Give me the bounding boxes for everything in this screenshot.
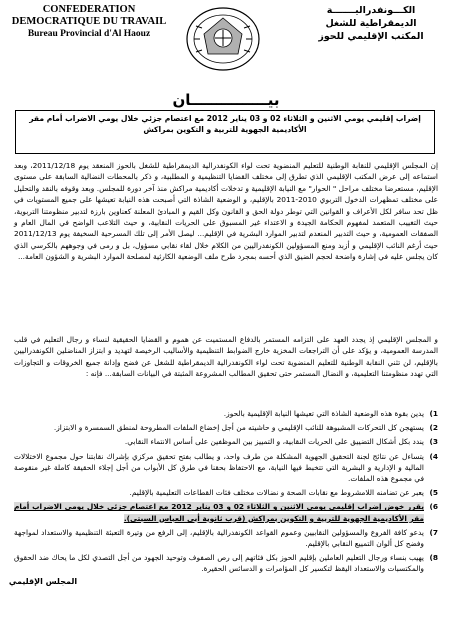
second-paragraph: و المجلس الإقليمي إذ يجدد العهد على التزامه المستمر بالدفاع المستميت عن هموم و القضايا الحقيقية لنساء و رجال التعليم في قلب المدرسة العمومية، و يؤكد على أن التراجعات المخزية خارج الضوابط التنظيمية والأساليب الرخيصة لتهديد و ابتزاز المناضلين الكونفدراليين بالإقليم، لن تثني النقابة الوطنية للتعليم المنضوية تحت لواء الكونفدرالية الديمقراطية للشغل عن فضح وإدانة جميع الخروقات و التجاوزات التي تهدد منظومتنا التعليمية، و النضال المستمر حتى تحقيق المطالب المشروعة المثبتة في البيانات السابقة... فإنه : (14, 335, 438, 379)
list-number: 8) (429, 553, 438, 563)
list-text: يدعو كافة الفروع والمسؤولين النقابيين وعموم القواعد الكونفدرالية بالإقليم، إلى الرفع من وتيرة التعبئة التنظيمية والاستعداد لمواجهة وفضح كل ألوان التمييع النقابي بالإقليم. (14, 527, 424, 549)
list-text-highlighted: يقرر خوض إضراب إقليمي يومي الاثنين و الثلاثاء 02 و 03 يناير 2012 مع اعتصام جزئي خلال يومي الاضراب أمام مقر الأكاديمية الجهوية للتربية و التكوين بمراكش (قرب ثانوية أبي العباس السبتي). (14, 502, 424, 523)
list-number: 1) (429, 409, 438, 418)
headline-box: إضراب إقليمي يومي الاثنين و الثلاثاء 02 و 03 يناير 2012 مع اعتصام جزئي خلال يومي الاضراب أمام مقر الأكاديمية الجهوية للتربية و التكوين بمراكش (15, 110, 435, 154)
list-text: يستهجن كل التحركات المشبوهة للنائب الإقليمي و حاشيته من أجل إخضاع الملفات المطروحة لمنطق السمسرة و الابتزاز. (53, 423, 424, 433)
list-number: 7) (429, 527, 438, 537)
list-text: يدين بقوة هذه الوضعية الشاذة التي تعيشها النيابة الإقليمية بالحوز. (223, 409, 424, 418)
document-title: بيـــــــــــــــان (172, 91, 280, 109)
list-item (14, 422, 438, 433)
list-item (14, 552, 438, 574)
intro-paragraph: إن المجلس الإقليمي للنقابة الوطنية للتعليم المنضوية تحت لواء الكونفدرالية الديمقراطية للشغل بالحوز المنعقد يوم 2011/12/18، وبعد استماعه إلى عرض المكتب الإقليمي الذي تطرق إلى مختلف القضايا التنظيمية و المطلبية، و ذكر بالمحطات النضالية السابقة على مستوى الإقليم، مستعرضا مختلف مراحل " الحوار" مع النيابة الإقليمية و تدخلات أكاديمية مراكش منذ آخر دورة للمجلس. وبعد وقوفه بالنقد والتحليل على مختلف تمظهرات الدخول التربوي 2010-2011 بالإقليم، و الوضعية الشاذة التي أصبحت هذه النيابة تعيشها على جميع المستويات في ظل تحد سافر لكل الأعراف و القوانين التي توطر دولة الحق و القانون وكل القيم و المبادئ المعلنة كعناوين بارزة لتدبير منظومتنا التربوية، حيث التغييب المتعمد لمفهوم الحكامة الجيدة و الاعتداء غير المسبوق على الحريات النقابية، و حيث التلاعب الواضح في المال العام و الصفقات العمومية، و حيث التدبير المنعدم لتدبير الموارد البشرية في الإقليم... ليصل الأمر إلى تلك المسرحية السخيفة يوم 2011/12/13 حيث أرغم النائب الإقليمي و أزبد ومنع المسؤولين الكونفدراليين من الكلام خلال لقاء نقابي مسؤول، بل و رمى في وجوههم بالكرسي الذي كان يجلس عليه في إشارة واضحة لحجم الضيق الذي أحسه بمجرد طرح ملف الوضعية الكارثية لمصلحة الموارد البشرية و الشؤون العامة... (14, 161, 439, 262)
list-item (14, 408, 438, 419)
list-text: يعبر عن تضامنه اللامشروط مع نقابات الصحة و نضالات مختلف فئات القطاعات التعليمية بالإقليم. (129, 488, 424, 498)
header-left-line1: CONFEDERATION (42, 4, 136, 15)
list-item-highlighted (14, 501, 438, 523)
header-right-line2: الديمقراطية للشغل (325, 18, 417, 29)
list-text: يهيب بنساء ورجال التعليم العاملين بإقليم الحوز بكل فئاتهم إلى رص الصفوف وتوحيد الجهود من أجل التصدي لكل ما يحاك ضد الحقوق والمكتسبات والاستعداد اليقظ لتكسير كل المؤامرات و الدسائس الحقيرة. (14, 553, 424, 574)
decisions-list (14, 408, 438, 578)
header-right-line3: المكتب الإقليمي للحوز (318, 31, 424, 42)
list-item (14, 436, 438, 447)
list-item (14, 451, 438, 485)
signature (8, 576, 78, 587)
list-number: 5) (429, 488, 438, 498)
list-text: يتساءل عن نتائج لجنة التحقيق الجهوية المشكلة من طرف واحد، و يطالب بفتح تحقيق مركزي بإشراك نقابتنا حول مجموع الاختلالات المالية و الإدارية و البشرية التي تتخبط فيها النيابة، مع الاحتفاظ بحقنا في طرق كل الأبواب من أجل إجلاء الحقيقة كاملة غير منقوصة في مجموع هذه الملفات. (14, 451, 424, 484)
list-text: يندد بكل أشكال التضييق على الحريات النقابية، و التمييز بين الموظفين على أساس الانتماء النقابي. (124, 437, 424, 447)
header-left-line3: Bureau Provincial d'Al Haouz (27, 29, 151, 39)
header-right-block (296, 4, 446, 43)
list-item (14, 487, 438, 498)
list-number: 4) (429, 451, 438, 461)
list-number: 3) (429, 437, 438, 447)
list-number: 2) (429, 423, 438, 433)
header-left-block (4, 4, 174, 40)
cdt-logo (182, 4, 264, 74)
header-right-line1: الكـــونفدراليـــــــة (326, 5, 416, 16)
signature-line: المجلس الإقليمي (8, 577, 78, 586)
list-item (14, 527, 438, 549)
list-number: 6) (429, 502, 438, 512)
header-left-line2: DEMOCRATIQUE DU TRAVAIL (11, 16, 167, 27)
